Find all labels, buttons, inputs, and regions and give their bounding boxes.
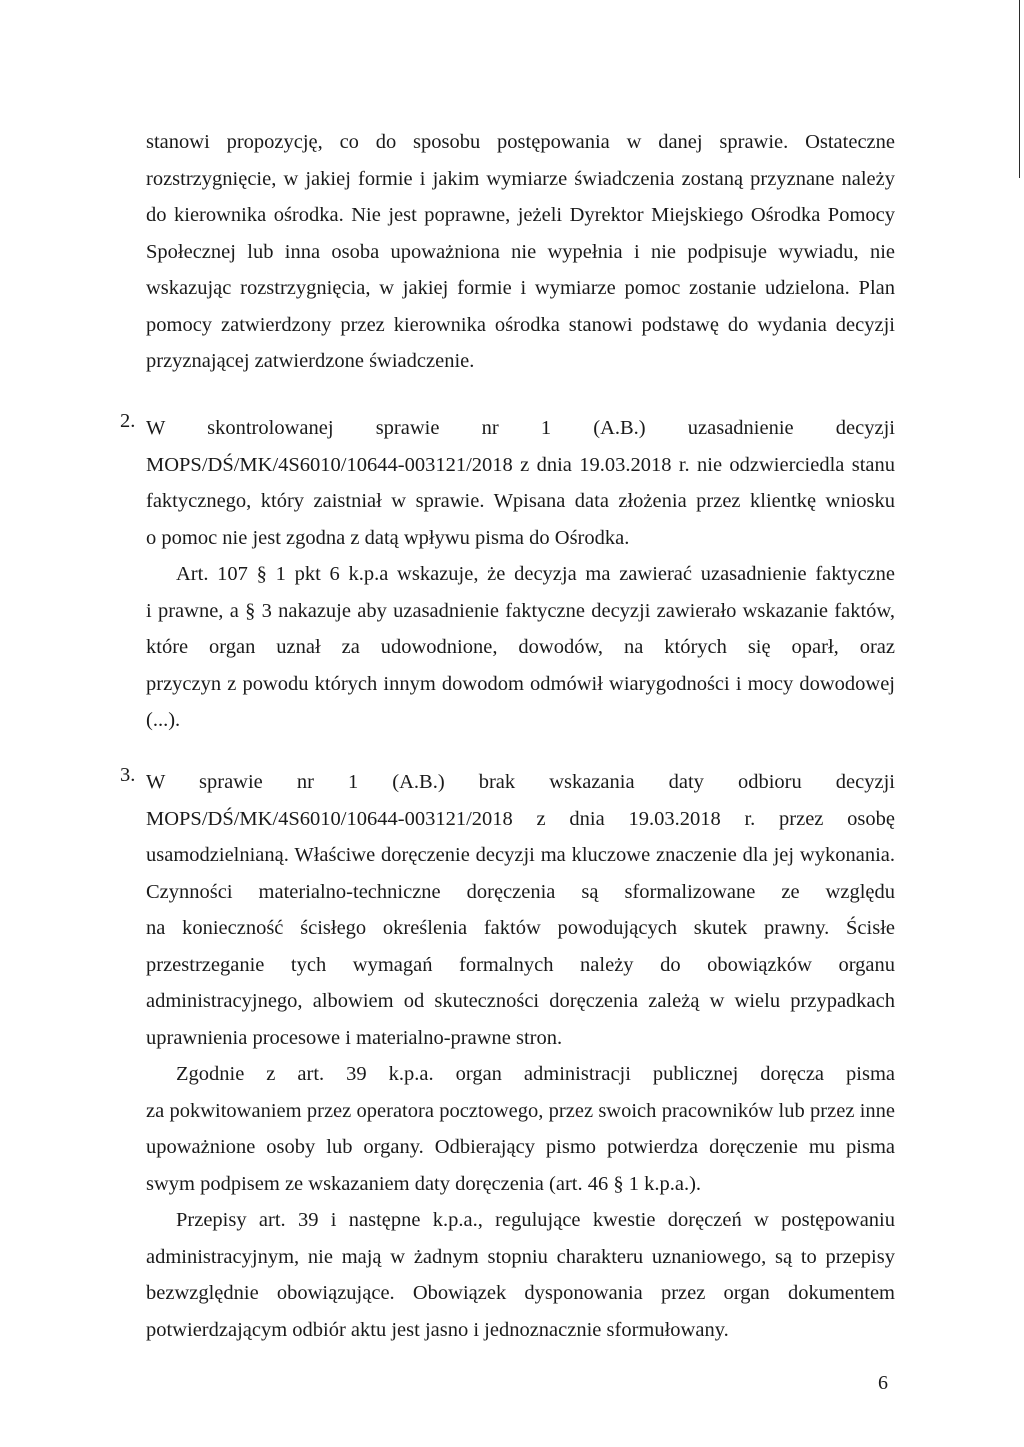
text-line: Zgodnie z art. 39 k.p.a. organ administracji publicznej doręcza pisma: [176, 1063, 895, 1085]
text-line: administracyjnego, albowiem od skuteczności doręczenia zależą w wielu przypadkach: [146, 990, 895, 1012]
paragraph-item-3-rules: [146, 1202, 895, 1348]
text-line: upoważnione osoby lub organy. Odbierający pismo potwierdza doręczenie mu pisma: [146, 1136, 895, 1158]
text-line: wskazując rozstrzygnięcia, w jakiej formie i wymiarze pomoc zostanie udzielona. Plan: [146, 277, 895, 299]
text-line: faktycznego, który zaistniał w sprawie. Wpisana data złożenia przez klientkę wniosku: [146, 490, 895, 512]
text-line: MOPS/DŚ/MK/4S6010/10644-003121/2018 z dnia 19.03.2018 r. nie odzwierciedla stanu: [146, 453, 895, 476]
text-line: W skontrolowanej sprawie nr 1 (A.B.) uzasadnienie decyzji: [146, 417, 895, 439]
paragraph-item-2: [120, 410, 895, 556]
paragraph-item-3: [120, 764, 895, 1056]
text-line: potwierdzającym odbiór aktu jest jasno i jednoznacznie sformułowany.: [146, 1318, 729, 1341]
text-line: (...).: [146, 709, 181, 731]
text-line: przyznającej zatwierdzone świadczenie.: [146, 350, 475, 372]
text-line: uprawnienia procesowe i materialno-prawne stron.: [146, 1026, 563, 1049]
text-line: Art. 107 § 1 pkt 6 k.p.a wskazuje, że decyzja ma zawierać uzasadnienie faktyczne: [176, 563, 895, 585]
text-line: za pokwitowaniem przez operatora pocztowego, przez swoich pracowników lub przez inne: [146, 1099, 895, 1122]
text-line: i prawne, a § 3 nakazuje aby uzasadnienie faktyczne decyzji zawierało wskazanie faktów,: [146, 599, 895, 622]
text-line: W sprawie nr 1 (A.B.) brak wskazania daty odbioru decyzji: [146, 771, 895, 793]
text-line: pomocy zatwierdzony przez kierownika ośrodka stanowi podstawę do wydania decyzji: [146, 313, 895, 336]
item-number: 2.: [120, 410, 136, 432]
page-number: 6: [878, 1372, 888, 1394]
text-line: na konieczność ścisłego określenia faktów powodujących skutek prawny. Ścisłe: [146, 917, 895, 939]
paragraph-intro: [146, 124, 895, 380]
text-line: swym podpisem ze wskazaniem daty doręczenia (art. 46 § 1 k.p.a.).: [146, 1172, 702, 1195]
text-line: Czynności materialno-techniczne doręczenia są sformalizowane ze względu: [146, 880, 895, 903]
text-line: przyczyn z powodu których innym dowodom odmówił wiarygodności i mocy dowodowej: [146, 672, 895, 695]
item-number: 3.: [120, 764, 136, 786]
text-line: administracyjnym, nie mają w żadnym stopniu charakteru uznaniowego, są to przepisy: [146, 1245, 895, 1268]
text-line: Społecznej lub inna osoba upoważniona nie wypełnia i nie podpisuje wywiadu, nie: [146, 240, 895, 263]
text-line: usamodzielnianą. Właściwe doręczenie decyzji ma kluczowe znaczenie dla jej wykonania.: [146, 844, 895, 866]
text-line: MOPS/DŚ/MK/4S6010/10644-003121/2018 z dnia 19.03.2018 r. przez osobę: [146, 807, 895, 830]
text-line: przestrzeganie tych wymagań formalnych należy do obowiązków organu: [146, 953, 895, 976]
text-line: o pomoc nie jest zgodna z datą wpływu pisma do Ośrodka.: [146, 526, 630, 549]
paragraph-item-2-law: [146, 556, 895, 739]
text-line: bezwzględnie obowiązujące. Obowiązek dysponowania przez organ dokumentem: [146, 1282, 895, 1304]
text-line: które organ uznał za udowodnione, dowodów, na których się oparł, oraz: [146, 636, 895, 658]
scan-edge-line: [1019, 0, 1020, 178]
paragraph-item-3-art39: [146, 1056, 895, 1202]
text-line: rozstrzygnięcie, w jakiej formie i jakim wymiarze świadczenia zostaną przyznane należy: [146, 167, 895, 190]
text-line: do kierownika ośrodka. Nie jest poprawne, jeżeli Dyrektor Miejskiego Ośrodka Pomocy: [146, 204, 895, 226]
text-line: stanowi propozycję, co do sposobu postępowania w danej sprawie. Ostateczne: [146, 131, 895, 153]
text-line: Przepisy art. 39 i następne k.p.a., regulujące kwestie doręczeń w postępowaniu: [176, 1209, 895, 1231]
